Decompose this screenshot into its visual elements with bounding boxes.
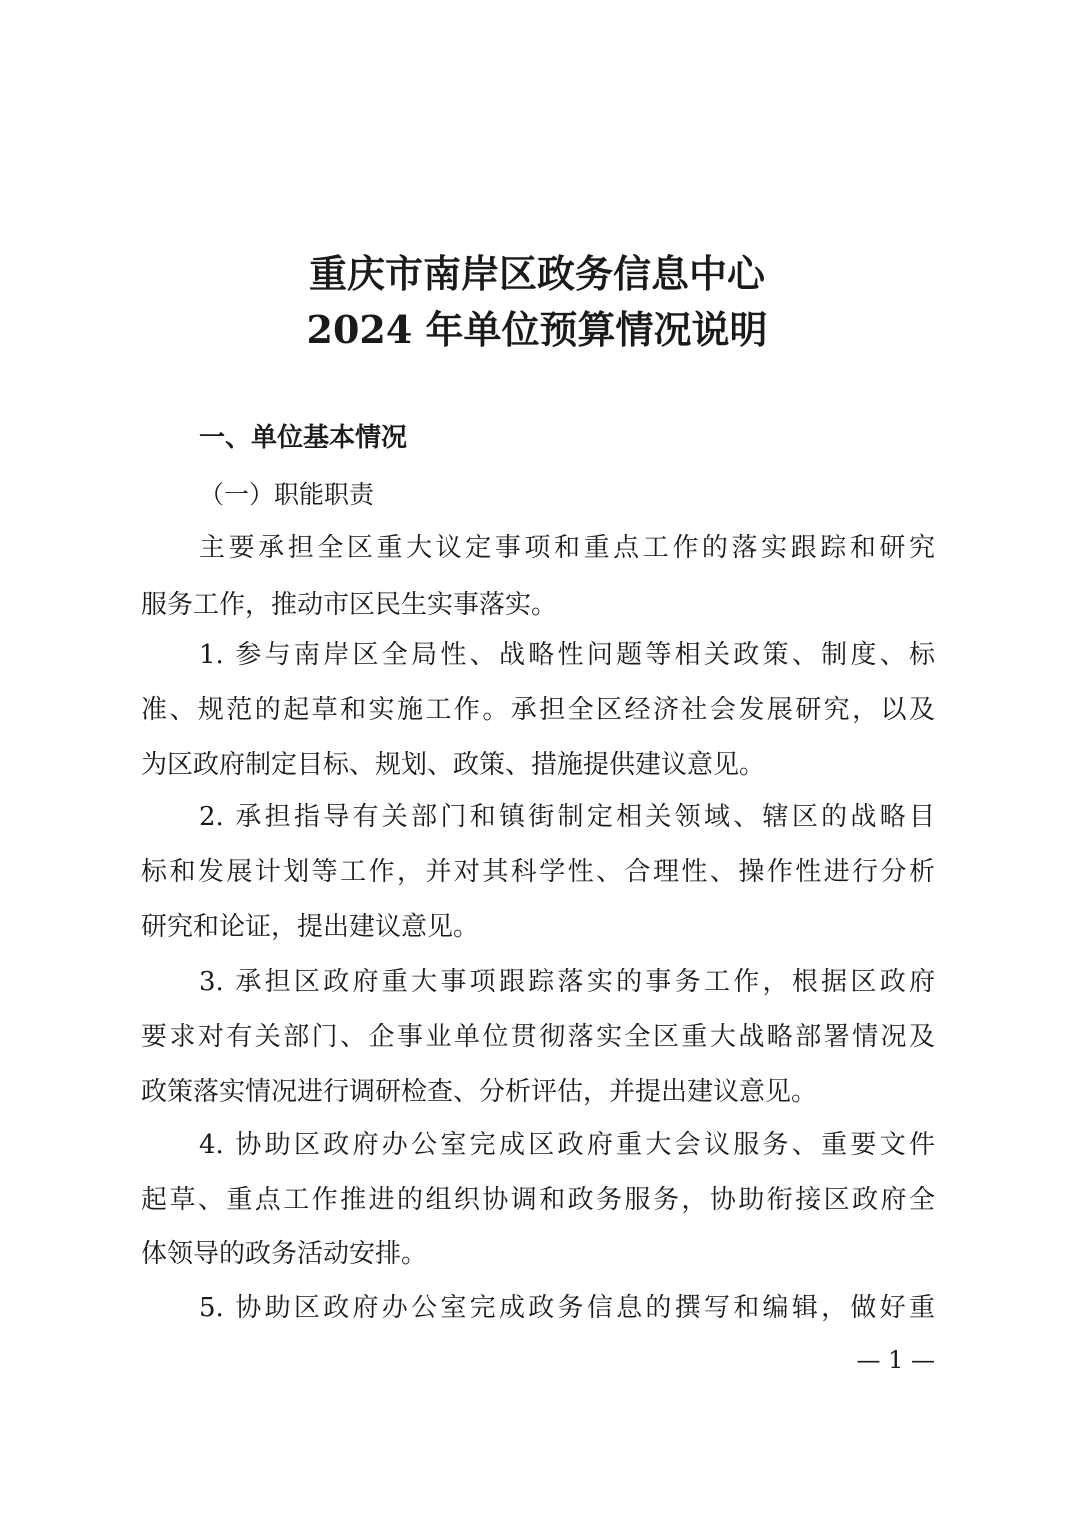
document-title-line-1: 重庆市南岸区政务信息中心 xyxy=(308,251,765,296)
body-line: 2. 承担指导有关部门和镇街制定相关领域、辖区的战略目 xyxy=(199,802,935,832)
body-line: 研究和论证，提出建议意见。 xyxy=(141,912,480,942)
body-line: 3. 承担区政府重大事项跟踪落实的事务工作，根据区政府 xyxy=(199,967,935,997)
body-line: 标和发展计划等工作，并对其科学性、合理性、操作性进行分析 xyxy=(141,857,935,887)
body-line: 主要承担全区重大议定事项和重点工作的落实跟踪和研究 xyxy=(199,533,935,563)
body-line: 1. 参与南岸区全局性、战略性问题等相关政策、制度、标 xyxy=(199,640,935,670)
body-line: 5. 协助区政府办公室完成政务信息的撰写和编辑，做好重 xyxy=(199,1293,935,1323)
body-line: 为区政府制定目标、规划、政策、措施提供建议意见。 xyxy=(141,750,766,780)
page-number: — 1 — xyxy=(856,1346,935,1374)
body-line: 服务工作，推动市区民生实事落实。 xyxy=(141,590,558,620)
document-title-line-2: 2024 年单位预算情况说明 xyxy=(306,307,768,352)
body-line: 要求对有关部门、企事业单位贯彻落实全区重大战略部署情况及 xyxy=(141,1022,935,1052)
body-line: 4. 协助区政府办公室完成区政府重大会议服务、重要文件 xyxy=(199,1130,935,1160)
section-heading: 一、单位基本情况 xyxy=(199,423,408,453)
subsection-heading: （一）职能职责 xyxy=(199,480,375,509)
body-line: 体领导的政务活动安排。 xyxy=(141,1239,428,1269)
body-line: 政策落实情况进行调研检查、分析评估，并提出建议意见。 xyxy=(141,1077,818,1107)
body-line: 准、规范的起草和实施工作。承担全区经济社会发展研究，以及 xyxy=(141,695,935,725)
body-line: 起草、重点工作推进的组织协调和政务服务，协助衔接区政府全 xyxy=(141,1185,935,1215)
